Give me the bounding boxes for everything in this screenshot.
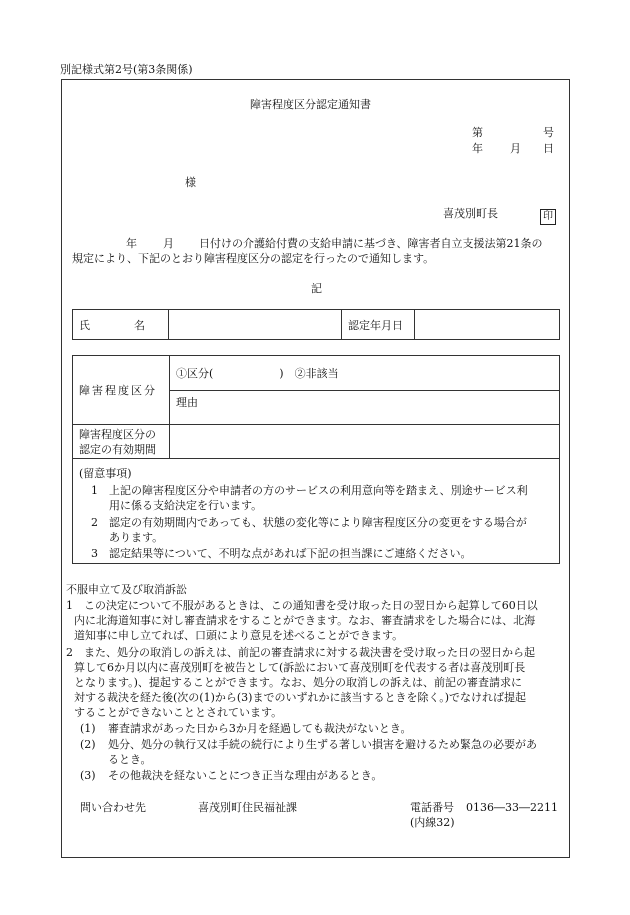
contact-dept: 喜茂別町住民福祉課 (198, 801, 297, 814)
sub-item-1-num: (1) (80, 722, 96, 735)
name-date-table (72, 309, 560, 340)
appeal-p1-line-3: 道知事に申し立てれば、口頭により意見を述べることができます。 (74, 629, 404, 642)
note-1-line-1: 上記の障害程度区分や申請者の方のサービスの利用意向等を踏まえ、別途サービス利 (109, 484, 528, 497)
number-suffix: 号 (543, 126, 554, 139)
form-number-label: 別記様式第2号(第3条関係) (60, 63, 193, 76)
phone-label: 電話番号 (410, 801, 454, 814)
body-year: 年 (126, 237, 137, 250)
contact-label: 問い合わせ先 (80, 801, 146, 814)
sub-item-2-num: (2) (80, 738, 96, 751)
appeal-p2-line-4: 対する裁決を経た後(次の(1)から(3)までのいずれかに該当するときを除く。)でなければ提起 (74, 691, 527, 704)
notes-box (72, 458, 560, 564)
sub-item-3-num: (3) (80, 769, 96, 782)
cert-date-value (415, 310, 560, 340)
note-1-line-2: 用に係る支給決定を行います。 (109, 499, 263, 512)
sub-item-2-line-2: るとき。 (108, 753, 152, 766)
appeal-p1-line-1: 1 この決定について不服があるときは、この通知書を受け取った日の翌日から起算して60日以 (66, 599, 538, 612)
notice-title: 障害程度区分認定通知書 (250, 98, 371, 111)
appeal-p2-line-5: することができないこととされています。 (74, 706, 283, 719)
seal-mark: 印 (540, 209, 556, 225)
note-2-line-1: 認定の有効期間内であっても、状態の変化等により障害程度区分の変更をする場合が (109, 516, 527, 529)
validity-value (170, 425, 560, 459)
reason-label: 理由 (170, 391, 560, 425)
appeal-p2-line-1: 2 また、処分の取消しの訴えは、前記の審査請求に対する裁決書を受け取った日の翌日から起 (66, 646, 535, 659)
appeal-p1-line-2: 内に北海道知事に対し審査請求をすることができます。なお、審査請求をした場合には、北海 (74, 614, 536, 627)
appeal-heading: 不服申立て及び取消訴訟 (66, 583, 187, 596)
note-2-line-2: あります。 (109, 531, 164, 544)
validity-label-line-1: 障害程度区分の (79, 427, 156, 441)
issuer-name: 喜茂別町長 (443, 207, 498, 220)
ki-heading: 記 (311, 282, 322, 295)
appeal-p2-line-2: 算して6か月以内に喜茂別町を被告として(訴訟において喜茂別町を代表する者は喜茂別町長 (74, 661, 526, 674)
body-line-2: 規定により、下記のとおり障害程度区分の認定を行ったので通知します。 (72, 252, 435, 265)
note-3-num: 3 (91, 547, 98, 560)
date-year: 年 (472, 142, 483, 155)
validity-label-line-2: 認定の有効期間 (79, 442, 156, 456)
category-table (72, 355, 560, 459)
body-month: 月 (163, 237, 174, 250)
phone-number: 0136―33―2211 (466, 801, 558, 814)
date-month: 月 (510, 142, 521, 155)
sub-item-3-line-1: その他裁決を経ないことにつき正当な理由があるとき。 (108, 769, 383, 782)
cert-date-label: 認定年月日 (342, 310, 415, 340)
body-line-1: 日付けの介護給付費の支給申請に基づき、障害者自立支援法第21条の (199, 237, 543, 250)
category-label: 障害程度区分 (73, 356, 170, 425)
sub-item-2-line-1: 処分、処分の執行又は手続の続行により生ずる著しい損害を避けるため緊急の必要があ (108, 738, 537, 751)
name-value (169, 310, 342, 340)
note-1-num: 1 (91, 484, 98, 497)
notes-heading: (留意事項) (79, 467, 132, 480)
note-2-num: 2 (91, 516, 98, 529)
note-3-line-1: 認定結果等について、不明な点があれば下記の担当課にご連絡ください。 (109, 547, 472, 560)
validity-label (73, 425, 170, 459)
appeal-p2-line-3: となります。)、提起することができます。なお、処分の取消しの訴えは、前記の審査請求に (74, 676, 523, 689)
category-options: ①区分( ) ②非該当 (170, 356, 560, 391)
phone-extension: (内線32) (410, 816, 455, 829)
sub-item-1-line-1: 審査請求があった日から3か月を経過しても裁決がないとき。 (108, 722, 412, 735)
date-day: 日 (543, 142, 554, 155)
number-prefix: 第 (472, 126, 483, 139)
seal-icon (540, 204, 556, 225)
addressee-suffix: 様 (185, 176, 196, 189)
name-label: 氏 名 (73, 310, 169, 340)
